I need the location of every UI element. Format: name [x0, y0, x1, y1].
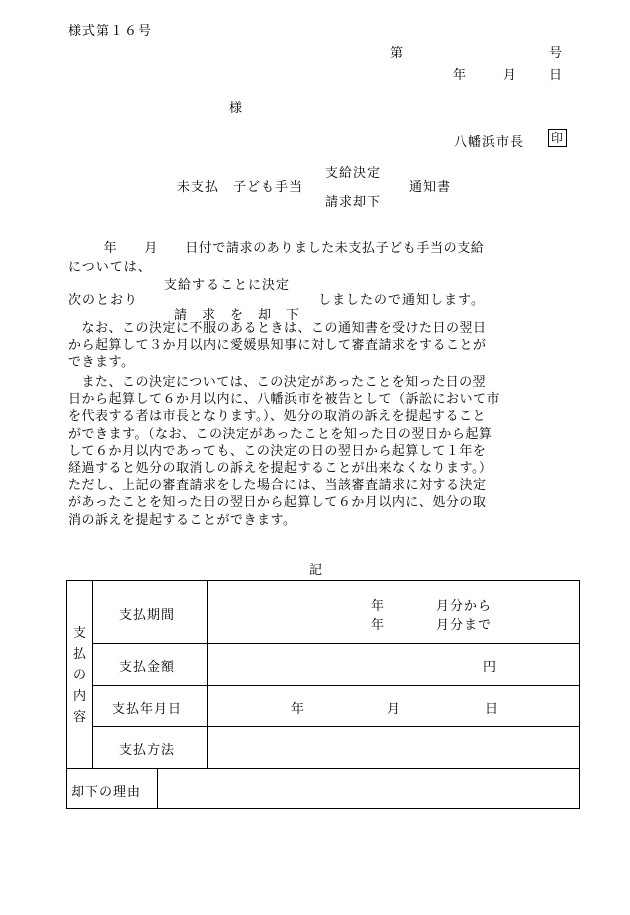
- title-option-reject: 請求却下: [325, 195, 382, 210]
- date-label: 支払年月日: [112, 702, 183, 717]
- lawsuit-paragraph: [68, 374, 566, 529]
- payment-content-label: [67, 623, 93, 728]
- table-divider: [207, 581, 208, 768]
- pay-date-day: 日: [485, 702, 500, 717]
- period-label: 支払期間: [119, 608, 176, 623]
- table-divider: [92, 685, 580, 686]
- ki-heading: 記: [309, 563, 324, 578]
- table-divider: [67, 768, 580, 769]
- choice-grant: 支給することに決定: [164, 278, 291, 293]
- payment-details-table: [66, 580, 580, 809]
- table-divider: [92, 726, 580, 727]
- period-from-year: 年: [371, 599, 386, 614]
- label-char: 内: [72, 689, 87, 704]
- addressee-honorific: 様: [229, 101, 244, 116]
- table-divider: [157, 768, 158, 809]
- objection-line: から起算して３か月以内に愛媛県知事に対して審査請求をすることが: [68, 338, 487, 354]
- method-label: 支払方法: [119, 743, 176, 758]
- objection-line: できます。: [68, 355, 135, 371]
- pay-date-month: 月: [387, 702, 402, 717]
- amount-label: 支払金額: [119, 660, 176, 675]
- table-divider: [92, 643, 580, 644]
- pay-date-year: 年: [291, 702, 306, 717]
- reject-reason-label: 却下の理由: [71, 785, 142, 800]
- title-prefix: 未支払 子ども手当: [177, 180, 304, 195]
- objection-line: なお、この決定に不服のあるときは、この通知書を受けた日の翌日: [68, 321, 487, 336]
- label-char: 支: [72, 626, 87, 641]
- seal-text: 印: [548, 129, 567, 147]
- label-char: の: [72, 668, 87, 683]
- amount-unit: 円: [483, 660, 498, 675]
- seal-mark: [548, 129, 567, 147]
- lawsuit-line: 経過すると処分の取消しの訴えを提起することが出来なくなります。）: [68, 461, 493, 477]
- lawsuit-line: があったことを知った日の翌日から起算して６か月以内に、処分の取: [68, 495, 487, 511]
- date-year: 年: [453, 68, 468, 83]
- period-from-month: 月分から: [436, 599, 493, 614]
- choice-reject: 請 求 を 却 下: [174, 308, 301, 323]
- period-to-year: 年: [371, 618, 386, 633]
- title-suffix: 通知書: [409, 180, 452, 195]
- label-char: 払: [72, 647, 87, 662]
- date-month: 月: [503, 68, 518, 83]
- form-number: 様式第１６号: [68, 24, 153, 39]
- period-to-month: 月分まで: [436, 618, 493, 633]
- body-line-3-left: 次のとおり: [68, 293, 139, 308]
- doc-number-suffix: 号: [549, 46, 564, 61]
- objection-paragraph: [68, 320, 566, 372]
- title-option-grant: 支給決定: [325, 166, 382, 181]
- lawsuit-line: を代表する者は市長となります。）、処分の取消の訴えを提起すること: [68, 409, 486, 425]
- lawsuit-line: 消の訴えを提起することができます。: [68, 512, 297, 528]
- lawsuit-line: 日から起算して６か月以内に、八幡浜市を被告として（訴訟において市: [68, 392, 501, 408]
- lawsuit-line: して６か月以内であっても、この決定の日の翌日から起算して１年を: [68, 443, 487, 459]
- date-day: 日: [549, 68, 564, 83]
- issuer-name: 八幡浜市長: [454, 135, 525, 150]
- doc-number-prefix: 第: [390, 46, 405, 61]
- lawsuit-line: ができます。（なお、この決定があったことを知った日の翌日から起算: [68, 426, 493, 442]
- lawsuit-line: ただし、上記の審査請求をした場合には、当該審査請求に対する決定: [68, 478, 487, 494]
- body-line-2: については、: [68, 260, 152, 275]
- body-line-1: 年 月 日付で請求のありました未支払子ども手当の支給: [90, 241, 485, 256]
- label-char: 容: [72, 710, 87, 725]
- body-line-3-right: しましたので通知します。: [318, 293, 485, 308]
- lawsuit-line: また、この決定については、この決定があったことを知った日の翌: [68, 375, 487, 390]
